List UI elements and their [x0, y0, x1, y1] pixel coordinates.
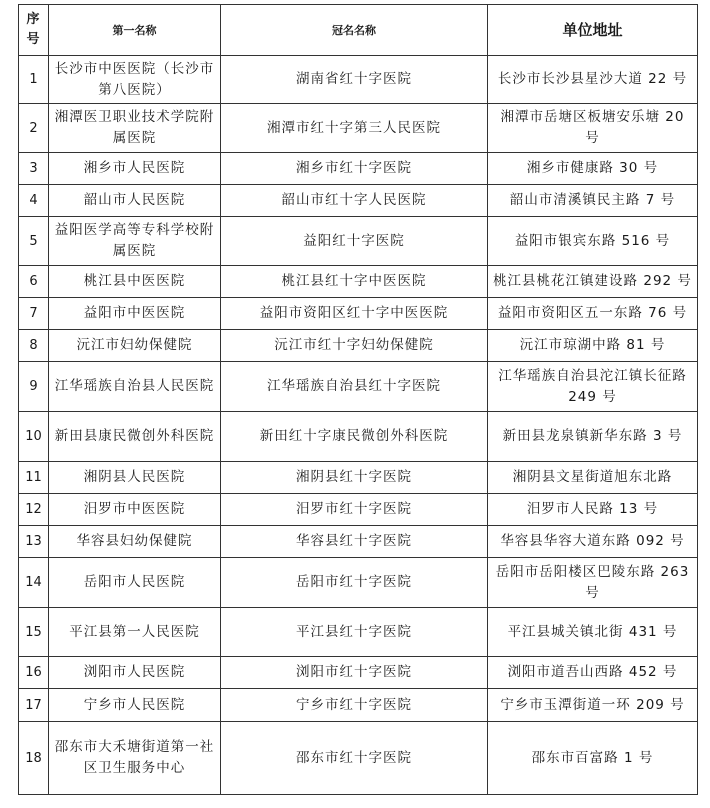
- first-name-cell: 平江县第一人民医院: [49, 608, 221, 657]
- row-number: 7: [19, 298, 49, 330]
- header-first-name: 第一名称: [49, 5, 221, 56]
- crown-name-cell: 湘乡市红十字医院: [221, 153, 488, 185]
- table-row: [19, 494, 698, 526]
- table-row: [19, 298, 698, 330]
- first-name-cell: 浏阳市人民医院: [49, 657, 221, 689]
- crown-name-cell: 江华瑶族自治县红十字医院: [221, 362, 488, 412]
- address-cell: 浏阳市道吾山西路 452 号: [488, 657, 698, 689]
- row-number: 4: [19, 185, 49, 217]
- address-cell: 邵东市百富路 1 号: [488, 722, 698, 795]
- table-row: [19, 330, 698, 362]
- row-number: 5: [19, 217, 49, 266]
- address-cell: 汨罗市人民路 13 号: [488, 494, 698, 526]
- crown-name-cell: 新田红十字康民微创外科医院: [221, 412, 488, 462]
- table-row: [19, 217, 698, 266]
- row-number: 1: [19, 56, 49, 104]
- table-row: [19, 526, 698, 558]
- first-name-cell: 湘阴县人民医院: [49, 462, 221, 494]
- table-row: [19, 412, 698, 462]
- address-cell: 湘阴县文星街道旭东北路: [488, 462, 698, 494]
- address-cell: 新田县龙泉镇新华东路 3 号: [488, 412, 698, 462]
- header-address: 单位地址: [488, 5, 698, 56]
- crown-name-cell: 浏阳市红十字医院: [221, 657, 488, 689]
- crown-name-cell: 华容县红十字医院: [221, 526, 488, 558]
- address-cell: 桃江县桃花江镇建设路 292 号: [488, 266, 698, 298]
- address-cell: 长沙市长沙县星沙大道 22 号: [488, 56, 698, 104]
- address-cell: 湘乡市健康路 30 号: [488, 153, 698, 185]
- row-number: 18: [19, 722, 49, 795]
- row-number: 11: [19, 462, 49, 494]
- row-number: 3: [19, 153, 49, 185]
- first-name-cell: 宁乡市人民医院: [49, 689, 221, 722]
- table-header-row: [19, 5, 698, 56]
- first-name-cell: 湘潭医卫职业技术学院附属医院: [49, 104, 221, 153]
- crown-name-cell: 益阳红十字医院: [221, 217, 488, 266]
- table-row: [19, 722, 698, 795]
- address-cell: 益阳市资阳区五一东路 76 号: [488, 298, 698, 330]
- row-number: 15: [19, 608, 49, 657]
- row-number: 14: [19, 558, 49, 608]
- address-cell: 江华瑶族自治县沱江镇长征路 249 号: [488, 362, 698, 412]
- table-row: [19, 689, 698, 722]
- crown-name-cell: 湘潭市红十字第三人民医院: [221, 104, 488, 153]
- row-number: 10: [19, 412, 49, 462]
- first-name-cell: 新田县康民微创外科医院: [49, 412, 221, 462]
- first-name-cell: 长沙市中医医院（长沙市第八医院）: [49, 56, 221, 104]
- crown-name-cell: 沅江市红十字妇幼保健院: [221, 330, 488, 362]
- first-name-cell: 桃江县中医医院: [49, 266, 221, 298]
- address-cell: 宁乡市玉潭街道一环 209 号: [488, 689, 698, 722]
- row-number: 12: [19, 494, 49, 526]
- address-cell: 韶山市清溪镇民主路 7 号: [488, 185, 698, 217]
- header-crown-name: 冠名名称: [221, 5, 488, 56]
- crown-name-cell: 湘阴县红十字医院: [221, 462, 488, 494]
- first-name-cell: 韶山市人民医院: [49, 185, 221, 217]
- address-cell: 沅江市琼湖中路 81 号: [488, 330, 698, 362]
- first-name-cell: 汨罗市中医医院: [49, 494, 221, 526]
- row-number: 17: [19, 689, 49, 722]
- table-row: [19, 56, 698, 104]
- table-row: [19, 462, 698, 494]
- table-row: [19, 185, 698, 217]
- row-number: 2: [19, 104, 49, 153]
- row-number: 16: [19, 657, 49, 689]
- address-cell: 岳阳市岳阳楼区巴陵东路 263 号: [488, 558, 698, 608]
- first-name-cell: 湘乡市人民医院: [49, 153, 221, 185]
- table-row: [19, 657, 698, 689]
- crown-name-cell: 桃江县红十字中医医院: [221, 266, 488, 298]
- crown-name-cell: 韶山市红十字人民医院: [221, 185, 488, 217]
- row-number: 6: [19, 266, 49, 298]
- hospital-table-container: [18, 4, 697, 795]
- table-row: [19, 266, 698, 298]
- first-name-cell: 邵东市大禾塘街道第一社区卫生服务中心: [49, 722, 221, 795]
- address-cell: 益阳市银宾东路 516 号: [488, 217, 698, 266]
- table-row: [19, 362, 698, 412]
- address-cell: 平江县城关镇北街 431 号: [488, 608, 698, 657]
- row-number: 13: [19, 526, 49, 558]
- crown-name-cell: 益阳市资阳区红十字中医医院: [221, 298, 488, 330]
- first-name-cell: 岳阳市人民医院: [49, 558, 221, 608]
- table-row: [19, 104, 698, 153]
- table-row: [19, 558, 698, 608]
- row-number: 9: [19, 362, 49, 412]
- first-name-cell: 华容县妇幼保健院: [49, 526, 221, 558]
- crown-name-cell: 岳阳市红十字医院: [221, 558, 488, 608]
- address-cell: 华容县华容大道东路 092 号: [488, 526, 698, 558]
- header-seq: 序号: [19, 5, 49, 56]
- address-cell: 湘潭市岳塘区板塘安乐塘 20 号: [488, 104, 698, 153]
- crown-name-cell: 湖南省红十字医院: [221, 56, 488, 104]
- first-name-cell: 益阳医学高等专科学校附属医院: [49, 217, 221, 266]
- row-number: 8: [19, 330, 49, 362]
- first-name-cell: 沅江市妇幼保健院: [49, 330, 221, 362]
- table-row: [19, 608, 698, 657]
- crown-name-cell: 宁乡市红十字医院: [221, 689, 488, 722]
- crown-name-cell: 平江县红十字医院: [221, 608, 488, 657]
- crown-name-cell: 汨罗市红十字医院: [221, 494, 488, 526]
- first-name-cell: 江华瑶族自治县人民医院: [49, 362, 221, 412]
- hospital-table: [18, 4, 698, 795]
- table-row: [19, 153, 698, 185]
- first-name-cell: 益阳市中医医院: [49, 298, 221, 330]
- crown-name-cell: 邵东市红十字医院: [221, 722, 488, 795]
